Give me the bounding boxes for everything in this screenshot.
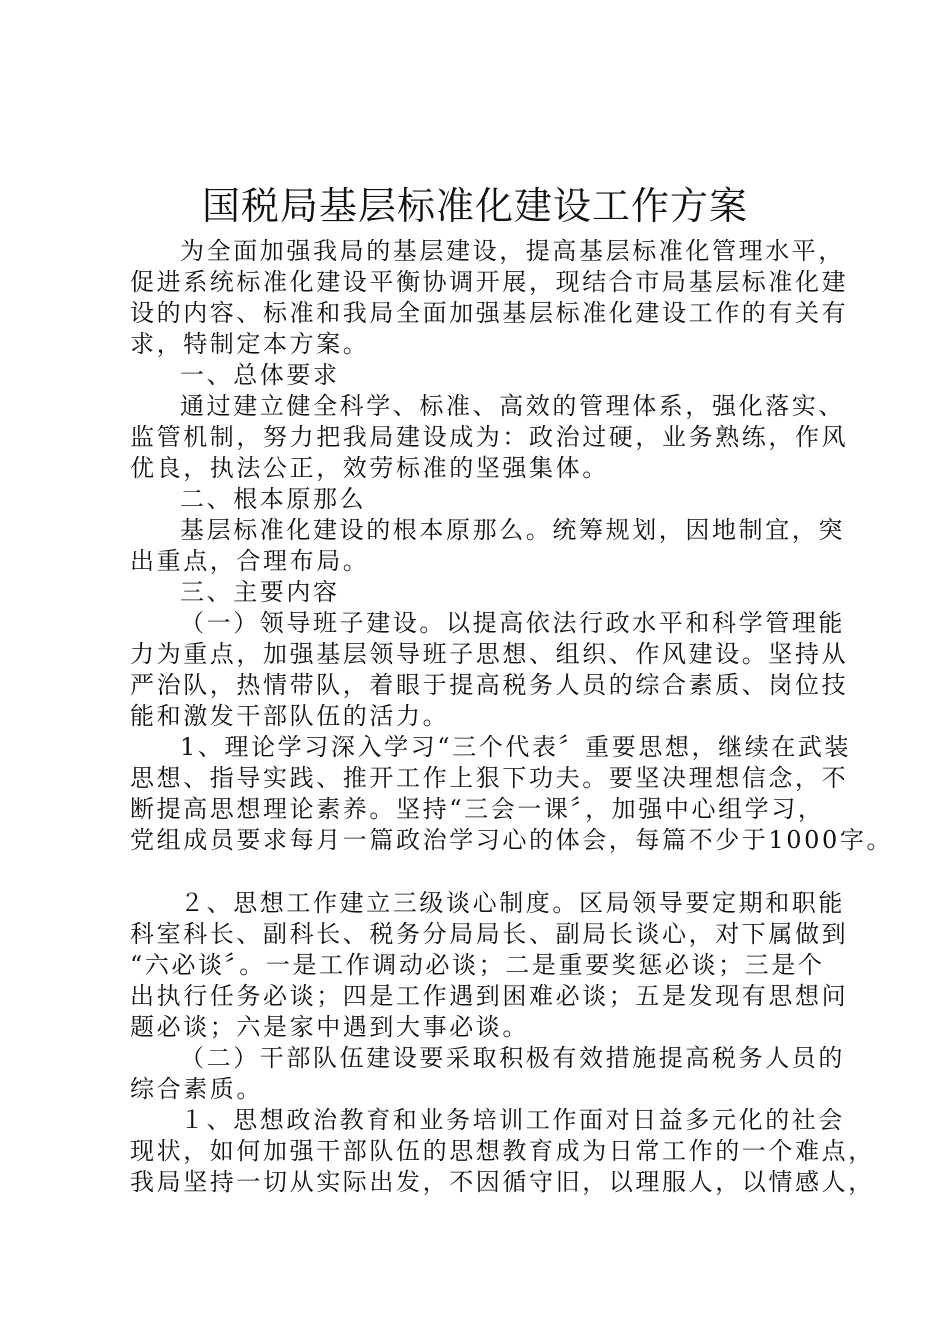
paragraph-line: 求，特制定本方案。 — [130, 330, 370, 358]
paragraph-line: 为全面加强我局的基层建设，提高基层标准化管理水平， — [180, 237, 845, 265]
document-body — [130, 236, 894, 1198]
paragraph-line: 严治队，热情带队，着眼于提高税务人员的综合素质、岗位技 — [130, 671, 849, 699]
paragraph-line: ２、思想工作建立三级谈心制度。区局领导要定期和职能 — [180, 889, 845, 917]
paragraph-line: 现状，如何加强干部队伍的思想教育成为日常工作的一个难点， — [130, 1137, 875, 1165]
paragraph-line: 优良，执法公正，效劳标准的坚强集体。 — [130, 454, 609, 482]
paragraph-line: 力为重点，加强基层领导班子思想、组织、作风建设。坚持从 — [130, 640, 849, 668]
paragraph-line: 通过建立健全科学、标准、高效的管理体系，强化落实、 — [180, 392, 845, 420]
section-heading: 二、根本原那么 — [180, 485, 367, 513]
paragraph-line: １、思想政治教育和业务培训工作面对日益多元化的社会 — [180, 1106, 845, 1134]
paragraph-line: 我局坚持一切从实际出发，不因循守旧，以理服人，以情感人， — [130, 1168, 875, 1196]
paragraph-line: 党组成员要求每月一篇政治学习心的体会，每篇不少于1000字。 — [130, 826, 894, 854]
paragraph-line: “六必谈〞。一是工作调动必谈；二是重要奖惩必谈；三是个 — [130, 951, 825, 979]
section-heading: 三、主要内容 — [180, 578, 340, 606]
paragraph-line: （二）干部队伍建设要采取积极有效措施提高税务人员的 — [180, 1044, 845, 1072]
document-title: 国税局基层标准化建设工作方案 — [201, 184, 748, 228]
paragraph-line: 1、理论学习深入学习“三个代表〞重要思想，继续在武装 — [180, 733, 852, 761]
section-heading: 一、总体要求 — [180, 361, 340, 389]
paragraph-line: 促进系统标准化建设平衡协调开展，现结合市局基层标准化建 — [130, 268, 849, 296]
paragraph-line: 监管机制，努力把我局建设成为：政治过硬，业务熟练，作风 — [130, 423, 849, 451]
paragraph-gap — [130, 856, 830, 888]
paragraph-line: 基层标准化建设的根本原那么。统筹规划，因地制宜，突 — [180, 516, 845, 544]
paragraph-line: 出执行任务必谈；四是工作遇到困难必谈；五是发现有思想问 — [130, 982, 849, 1010]
paragraph-line: 思想、指导实践、推开工作上狠下功夫。要坚决理想信念，不 — [130, 764, 849, 792]
paragraph-line: （一）领导班子建设。以提高依法行政水平和科学管理能 — [180, 609, 845, 637]
paragraph-line: 设的内容、标准和我局全面加强基层标准化建设工作的有关有 — [130, 299, 849, 327]
paragraph-line: 科室科长、副科长、税务分局局长、副局长谈心，对下属做到 — [130, 920, 849, 948]
paragraph-line: 断提高思想理论素养。坚持“三会一课〞，加强中心组学习， — [130, 795, 825, 823]
paragraph-line: 综合素质。 — [130, 1075, 263, 1103]
paragraph-line: 题必谈；六是家中遇到大事必谈。 — [130, 1013, 529, 1041]
paragraph-line: 能和激发干部队伍的活力。 — [130, 702, 450, 730]
paragraph-line: 出重点，合理布局。 — [130, 547, 370, 575]
